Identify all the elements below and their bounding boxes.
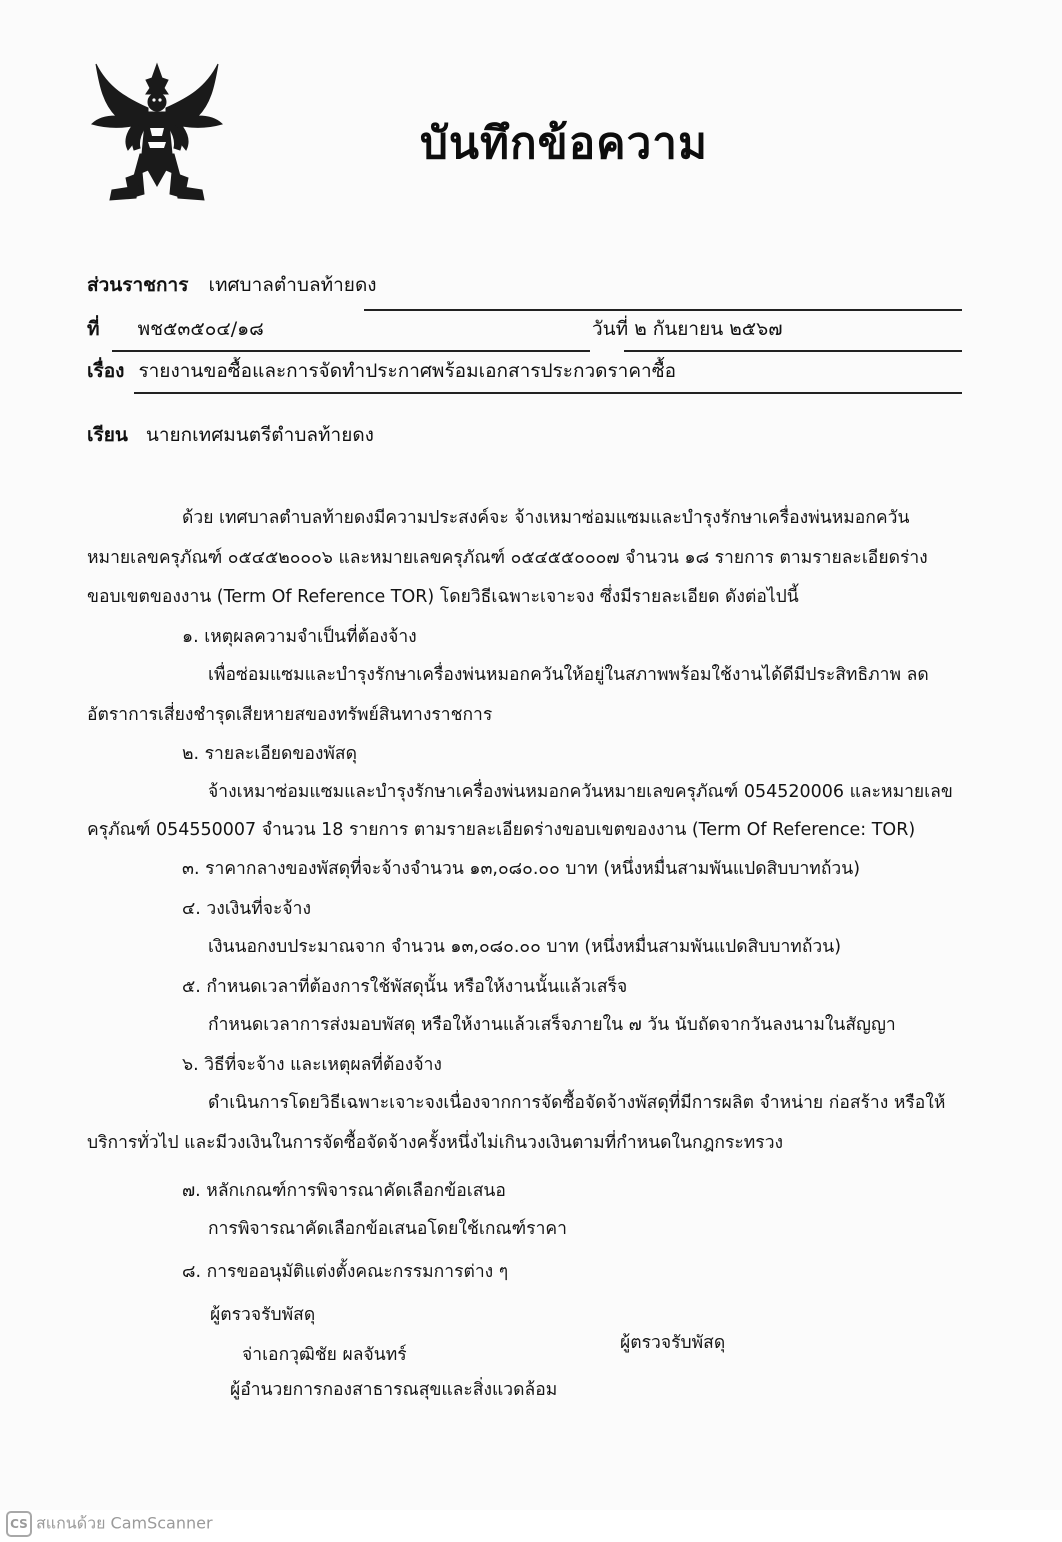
inspector-name: จ่าเอกวุฒิชัย ผลจันทร์: [242, 1345, 407, 1365]
subject-row: [87, 356, 676, 386]
section-5-heading: ๕. กำหนดเวลาที่ต้องการใช้พัสดุนั้น หรือให้งานนั้นแล้วเสร็จ: [182, 977, 628, 997]
subject-value: รายงานขอซื้อและการจัดทำประกาศพร้อมเอกสารประกวดราคาซื้อ: [138, 360, 677, 382]
inspector-heading: ผู้ตรวจรับพัสดุ: [210, 1305, 316, 1325]
agency-label: ส่วนราชการ: [87, 274, 189, 296]
subject-underline: [134, 392, 962, 394]
section-7-heading: ๗. หลักเกณฑ์การพิจารณาคัดเลือกข้อเสนอ: [182, 1181, 506, 1201]
intro-line-1: ด้วย เทศบาลตำบลท้ายดงมีความประสงค์จะ จ้างเหมาซ่อมแซมและบำรุงรักษาเครื่องพ่นหมอกควัน: [182, 508, 910, 528]
date-underline: [624, 350, 962, 352]
reference-underline: [112, 350, 590, 352]
camscanner-logo-icon: CS: [6, 1511, 32, 1537]
intro-line-2: หมายเลขครุภัณฑ์ ๐๕๔๕๒๐๐๐๖ และหมายเลขครุภัณฑ์ ๐๕๔๕๕๐๐๐๗ จำนวน ๑๘ รายการ ตามรายละเอียดร่าง: [87, 548, 928, 568]
section-5-text: กำหนดเวลาการส่งมอบพัสดุ หรือให้งานแล้วเสร็จภายใน ๗ วัน นับถัดจากวันลงนามในสัญญา: [208, 1015, 896, 1035]
intro-line-3: ขอบเขตของงาน (Term Of Reference TOR) โดยวิธีเฉพาะเจาะจง ซึ่งมีรายละเอียด ดังต่อไปนี้: [87, 587, 799, 607]
garuda-emblem-icon: [82, 58, 232, 208]
section-7-text: การพิจารณาคัดเลือกข้อเสนอโดยใช้เกณฑ์ราคา: [208, 1219, 567, 1239]
section-6-heading: ๖. วิธีที่จะจ้าง และเหตุผลที่ต้องจ้าง: [182, 1055, 442, 1075]
camscanner-watermark: [6, 1511, 213, 1537]
section-2-text-line-1: จ้างเหมาซ่อมแซมและบำรุงรักษาเครื่องพ่นหมอกควันหมายเลขครุภัณฑ์ 054520006 และหมายเลข: [208, 782, 953, 802]
reference-row: [87, 314, 264, 344]
inspector-position: ผู้อำนวยการกองสาธารณสุขและสิ่งแวดล้อม: [230, 1380, 558, 1400]
memo-date: วันที่ ๒ กันยายน ๒๕๖๗: [592, 318, 783, 340]
section-2-heading: ๒. รายละเอียดของพัสดุ: [182, 744, 357, 764]
agency-underline: [364, 309, 962, 311]
camscanner-text: สแกนด้วย CamScanner: [36, 1513, 213, 1533]
reference-label: ที่: [87, 318, 100, 340]
agency-row: [87, 270, 377, 300]
section-6-text-line-2: บริการทั่วไป และมีวงเงินในการจัดซื้อจัดจ้างครั้งหนึ่งไม่เกินวงเงินตามที่กำหนดในกฎกระทรวง: [87, 1133, 784, 1153]
section-2-text-line-2: ครุภัณฑ์ 054550007 จำนวน 18 รายการ ตามรายละเอียดร่างขอบเขตของงาน (Term Of Reference: TOR): [87, 820, 916, 840]
section-3-heading: ๓. ราคากลางของพัสดุที่จะจ้างจำนวน ๑๓,๐๘๐.๐๐ บาท (หนึ่งหมื่นสามพันแปดสิบบาทถ้วน): [182, 859, 861, 879]
section-1-text-line-1: เพื่อซ่อมแซมและบำรุงรักษาเครื่องพ่นหมอกควันให้อยู่ในสภาพพร้อมใช้งานได้ดีมีประสิทธิภาพ ลด: [208, 665, 929, 685]
section-6-text-line-1: ดำเนินการโดยวิธีเฉพาะเจาะจงเนื่องจากการจัดซื้อจัดจ้างพัสดุที่มีการผลิต จำหน่าย ก่อสร้าง หรือให้: [208, 1093, 946, 1113]
addressee-value: นายกเทศมนตรีตำบลท้ายดง: [145, 424, 374, 446]
addressee-row: [87, 420, 374, 450]
addressee-label: เรียน: [87, 424, 128, 446]
agency-value: เทศบาลตำบลท้ายดง: [208, 274, 377, 296]
section-4-heading: ๔. วงเงินที่จะจ้าง: [182, 899, 312, 919]
section-4-text: เงินนอกงบประมาณจาก จำนวน ๑๓,๐๘๐.๐๐ บาท (หนึ่งหมื่นสามพันแปดสิบบาทถ้วน): [208, 937, 842, 957]
section-1-heading: ๑. เหตุผลความจำเป็นที่ต้องจ้าง: [182, 627, 417, 647]
document-title: บันทึกข้อความ: [420, 118, 709, 169]
section-8-heading: ๘. การขออนุมัติแต่งตั้งคณะกรรมการต่าง ๆ: [182, 1262, 509, 1282]
section-1-text-line-2: อัตราการเสี่ยงชำรุดเสียหายสของทรัพย์สินทางราชการ: [87, 705, 493, 725]
inspector-role: ผู้ตรวจรับพัสดุ: [620, 1333, 726, 1353]
subject-label: เรื่อง: [87, 360, 125, 382]
reference-value: พช๕๓๕๐๔/๑๘: [137, 318, 264, 340]
